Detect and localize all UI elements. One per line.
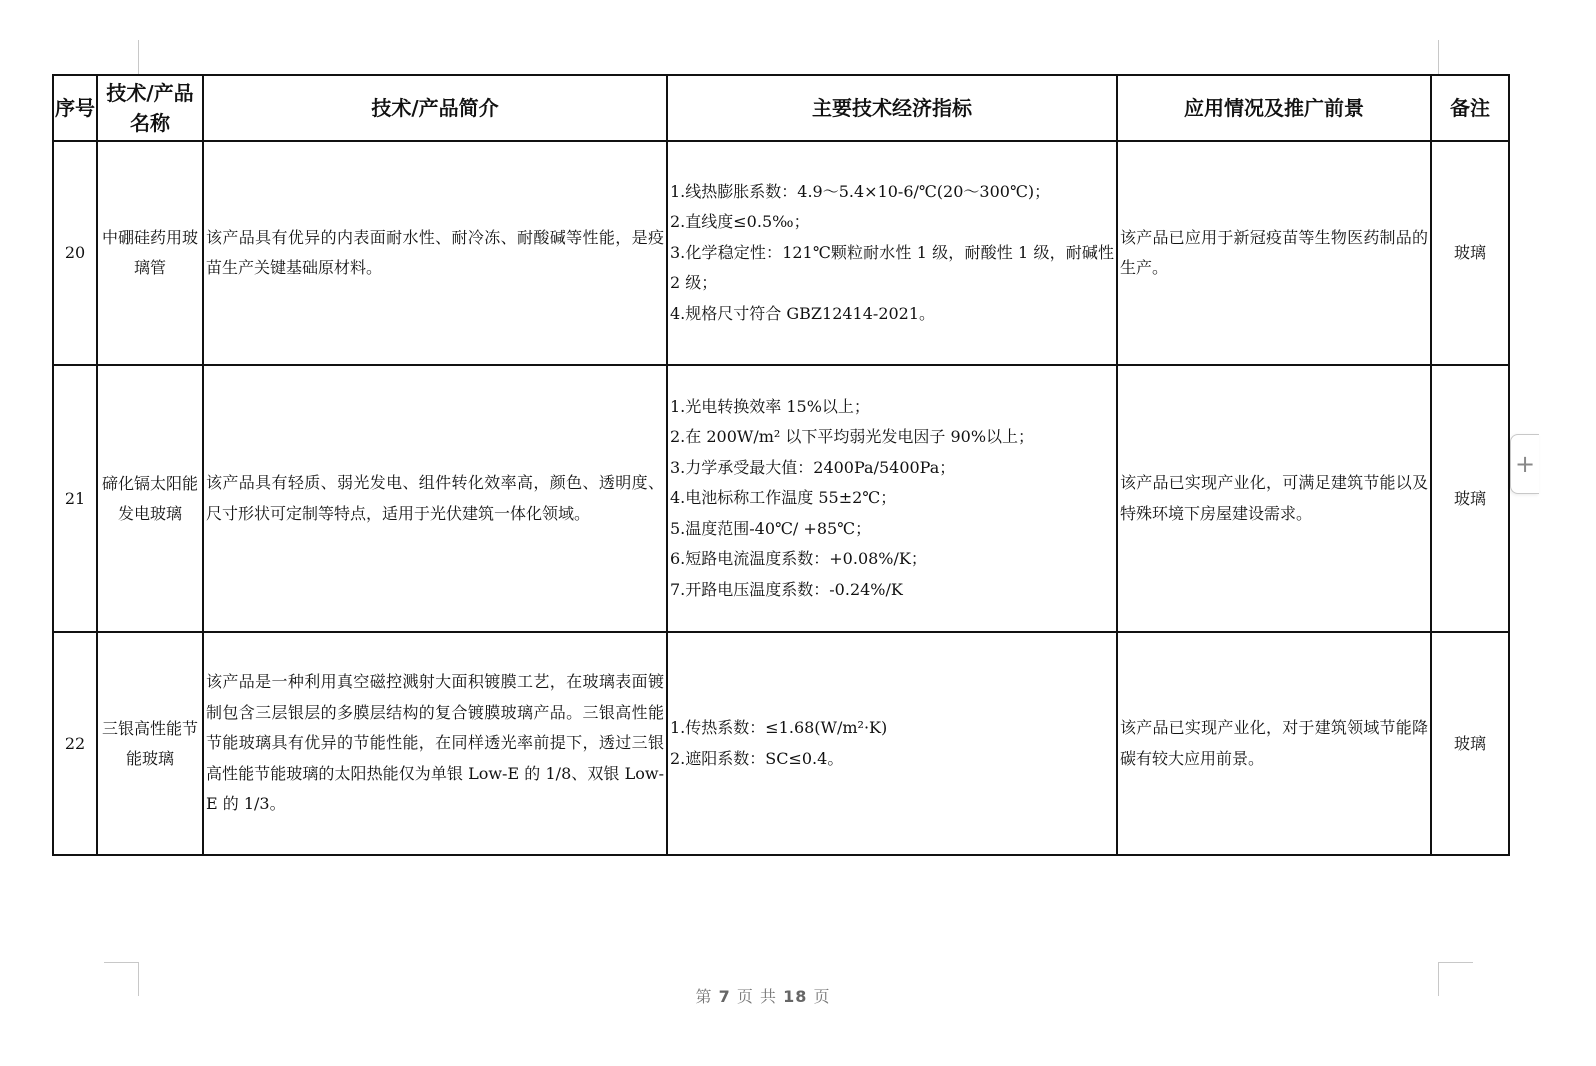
row-intro: 该产品具有轻质、弱光发电、组件转化效率高，颜色、透明度、尺寸形状可定制等特点，适用于光伏建筑一体化领域。 bbox=[203, 365, 667, 632]
indicator-item: 2.遮阳系数：SC≤0.4。 bbox=[670, 748, 844, 768]
header-intro: 技术/产品简介 bbox=[203, 75, 667, 141]
header-name: 技术/产品名称 bbox=[97, 75, 203, 141]
row-seq: 22 bbox=[53, 632, 97, 855]
row-name: 中硼硅药用玻璃管 bbox=[97, 141, 203, 365]
table-header-row bbox=[53, 75, 1509, 141]
indicator-item: 3.化学稳定性：121℃颗粒耐水性 1 级，耐酸性 1 级，耐碱性 2 级； bbox=[670, 242, 1114, 293]
header-remark: 备注 bbox=[1431, 75, 1509, 141]
row-remark: 玻璃 bbox=[1431, 632, 1509, 855]
indicator-list bbox=[670, 177, 1114, 330]
row-indicators bbox=[667, 632, 1117, 855]
row-application: 该产品已实现产业化，对于建筑领域节能降碳有较大应用前景。 bbox=[1117, 632, 1431, 855]
row-remark: 玻璃 bbox=[1431, 141, 1509, 365]
footer-middle: 页 共 bbox=[736, 987, 777, 1006]
row-indicators bbox=[667, 141, 1117, 365]
technology-catalog-table bbox=[52, 74, 1510, 856]
row-intro: 该产品是一种利用真空磁控溅射大面积镀膜工艺，在玻璃表面镀制包含三层银层的多膜层结构的复合镀膜玻璃产品。三银高性能节能玻璃具有优异的节能性能，在同样透光率前提下，透过三银高性能节能玻璃的太阳热能仅为单银 Low-E 的 1/8、双银 Low-E 的 1/3。 bbox=[203, 632, 667, 855]
row-name: 三银高性能节能玻璃 bbox=[97, 632, 203, 855]
indicator-item: 1.光电转换效率 15%以上； bbox=[670, 396, 870, 416]
indicator-item: 2.直线度≤0.5‰； bbox=[670, 212, 810, 232]
footer-prefix: 第 bbox=[695, 987, 713, 1006]
indicator-item: 4.规格尺寸符合 GBZ12414-2021。 bbox=[670, 303, 936, 323]
row-seq: 20 bbox=[53, 141, 97, 365]
row-indicators bbox=[667, 365, 1117, 632]
crop-mark bbox=[138, 40, 139, 74]
indicator-item: 2.在 200W/m² 以下平均弱光发电因子 90%以上； bbox=[670, 427, 1035, 447]
indicator-item: 6.短路电流温度系数：+0.08%/K； bbox=[670, 549, 927, 569]
table-row bbox=[53, 141, 1509, 365]
crop-mark bbox=[1439, 962, 1473, 963]
page-footer bbox=[0, 984, 1526, 1007]
table-row bbox=[53, 632, 1509, 855]
crop-mark bbox=[1438, 40, 1439, 74]
footer-suffix: 页 bbox=[813, 987, 831, 1006]
plus-icon: + bbox=[1514, 450, 1536, 478]
row-seq: 21 bbox=[53, 365, 97, 632]
indicator-list bbox=[670, 392, 1114, 606]
indicator-list bbox=[670, 713, 1114, 774]
indicator-item: 3.力学承受最大值：2400Pa/5400Pa； bbox=[670, 457, 956, 477]
crop-mark bbox=[104, 962, 138, 963]
row-application: 该产品已实现产业化，可满足建筑节能以及特殊环境下房屋建设需求。 bbox=[1117, 365, 1431, 632]
indicator-item: 5.温度范围-40℃/ +85℃； bbox=[670, 518, 872, 538]
add-comment-button[interactable] bbox=[1510, 434, 1539, 494]
table-row bbox=[53, 365, 1509, 632]
indicator-item: 7.开路电压温度系数：-0.24%/K bbox=[670, 579, 903, 599]
row-application: 该产品已应用于新冠疫苗等生物医药制品的生产。 bbox=[1117, 141, 1431, 365]
total-page-number: 18 bbox=[783, 987, 808, 1006]
row-intro: 该产品具有优异的内表面耐水性、耐冷冻、耐酸碱等性能，是疫苗生产关键基础原材料。 bbox=[203, 141, 667, 365]
row-remark: 玻璃 bbox=[1431, 365, 1509, 632]
header-seq: 序号 bbox=[53, 75, 97, 141]
indicator-item: 4.电池标称工作温度 55±2℃； bbox=[670, 488, 897, 508]
header-indicators: 主要技术经济指标 bbox=[667, 75, 1117, 141]
indicator-item: 1.传热系数：≤1.68(W/m²·K) bbox=[670, 718, 888, 737]
row-name: 碲化镉太阳能发电玻璃 bbox=[97, 365, 203, 632]
indicator-item: 1.线热膨胀系数：4.9～5.4×10-6/℃(20～300℃)； bbox=[670, 181, 1051, 201]
current-page-number: 7 bbox=[718, 987, 731, 1006]
header-application: 应用情况及推广前景 bbox=[1117, 75, 1431, 141]
